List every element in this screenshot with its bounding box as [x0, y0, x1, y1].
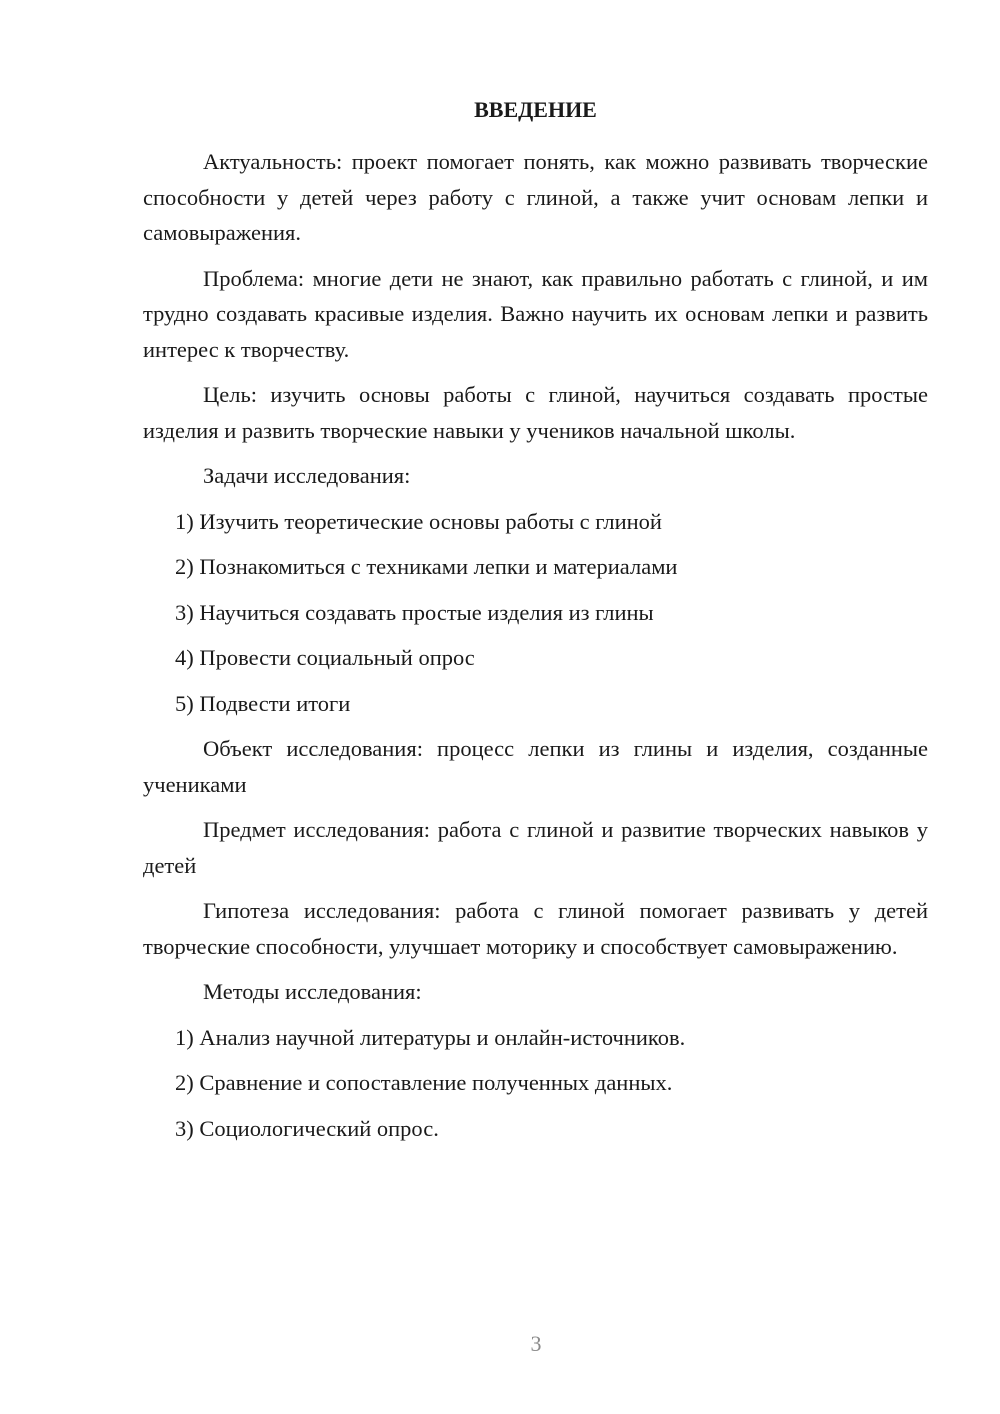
- list-item: 3) Социологический опрос.: [175, 1115, 439, 1141]
- paragraph-relevance: Актуальность: проект помогает понять, как можно развивать творческие способности у детей через работу с глиной, а также учит основам лепки и самовыражения.: [143, 149, 928, 245]
- section-title: ВВЕДЕНИЕ: [474, 97, 597, 122]
- list-item: 1) Анализ научной литературы и онлайн-источников.: [175, 1024, 686, 1050]
- list-item: 3) Научиться создавать простые изделия из глины: [175, 599, 654, 625]
- paragraph-problem: Проблема: многие дети не знают, как правильно работать с глиной, и им трудно создавать красивые изделия. Важно научить их основам лепки и развить интерес к творчеству.: [143, 265, 928, 362]
- tasks-list: [143, 504, 928, 722]
- page-content: [143, 92, 928, 1156]
- methods-heading: Методы исследования:: [203, 979, 422, 1004]
- list-item: 2) Познакомиться с техниками лепки и материалами: [175, 554, 678, 579]
- list-item: 1) Изучить теоретические основы работы с глиной: [175, 508, 662, 534]
- paragraph-goal: Цель: изучить основы работы с глиной, научиться создавать простые изделия и развить творческие навыки у учеников начальной школы.: [143, 382, 928, 443]
- page-number: 3: [530, 1331, 542, 1356]
- list-item: 4) Провести социальный опрос: [175, 645, 475, 670]
- paragraph-object: Объект исследования: процесс лепки из глины и изделия, созданные учениками: [143, 736, 928, 797]
- list-item: 5) Подвести итоги: [175, 690, 351, 716]
- list-item: 2) Сравнение и сопоставление полученных данных.: [175, 1070, 673, 1095]
- methods-list: [143, 1020, 928, 1147]
- tasks-heading: Задачи исследования:: [203, 463, 411, 488]
- paragraph-subject: Предмет исследования: работа с глиной и развитие творческих навыков у детей: [143, 817, 928, 878]
- paragraph-hypothesis: Гипотеза исследования: работа с глиной помогает развивать у детей творческие способности, улучшает моторику и способствует самовыражению.: [143, 898, 928, 959]
